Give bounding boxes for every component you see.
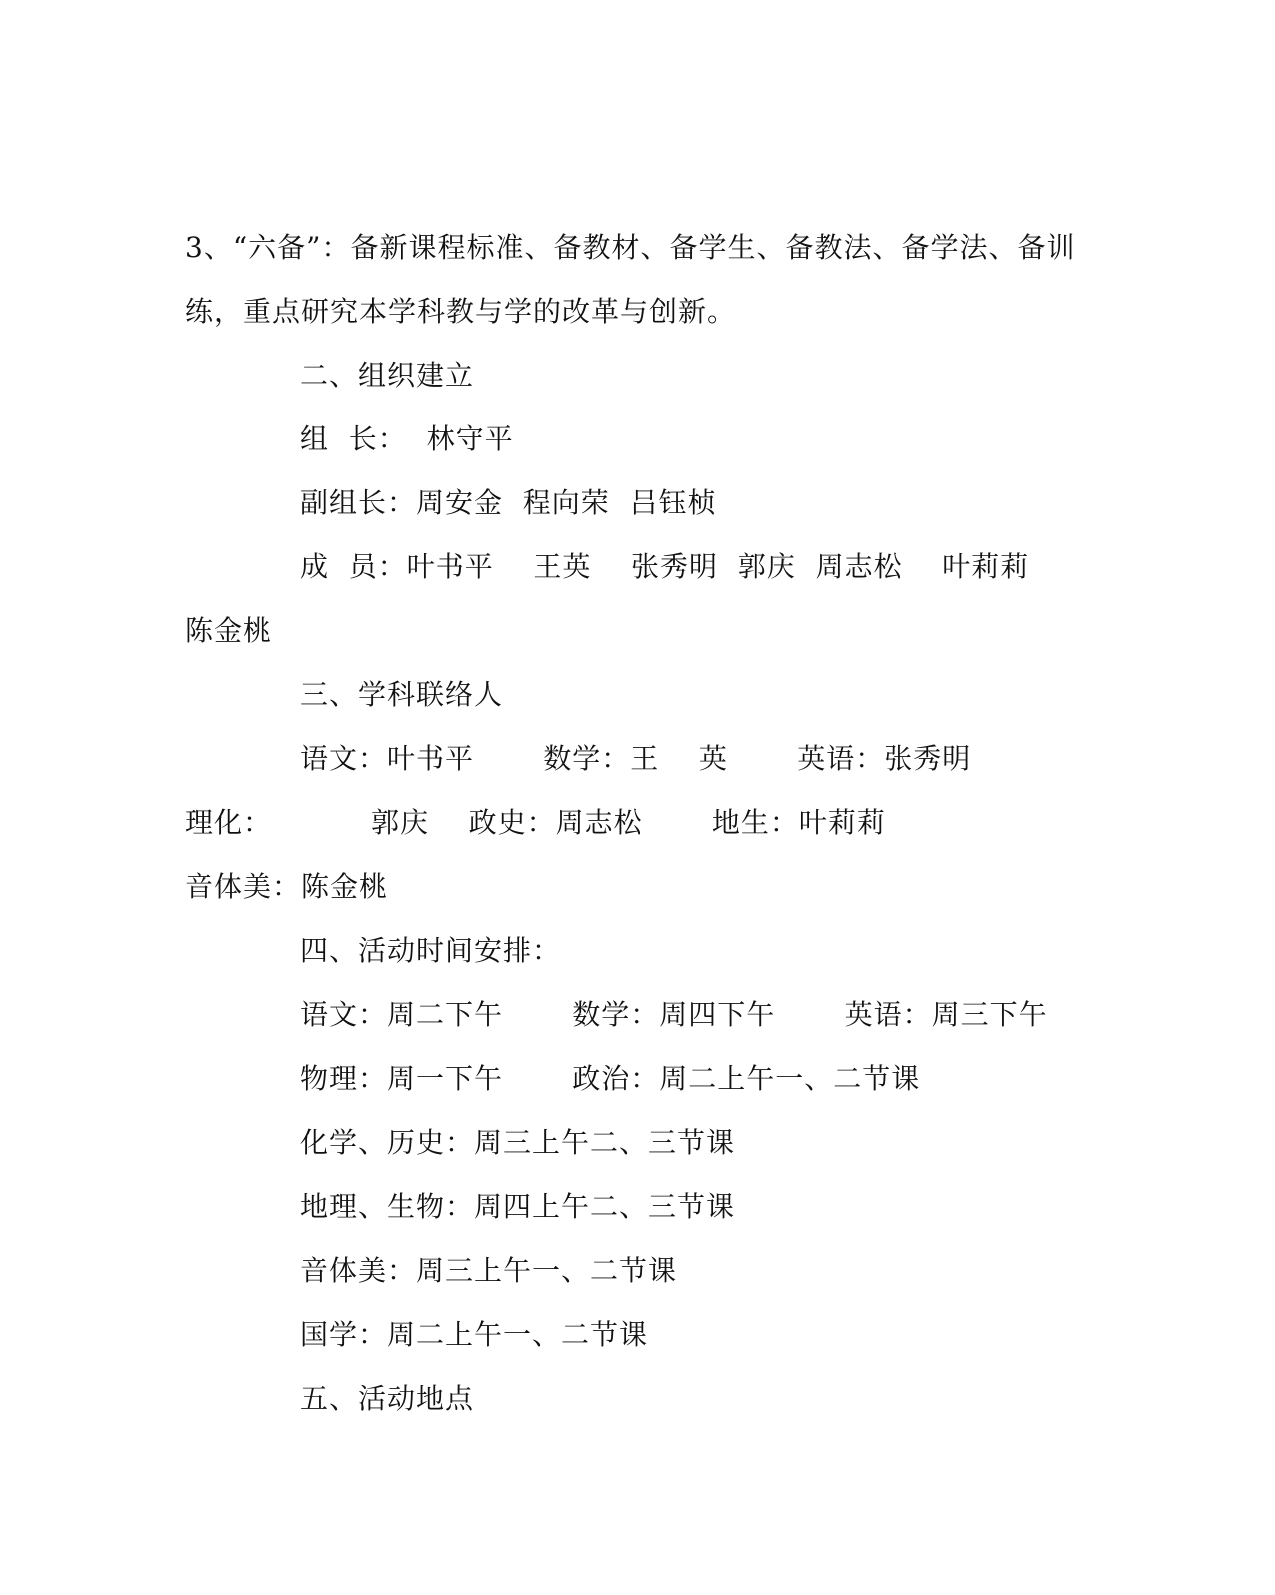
schedule-line-2: 物理：周一下午 政治：周二上午一、二节课: [300, 1062, 921, 1095]
section-heading-organization: 二、组织建立: [300, 359, 475, 392]
section-heading-liaison: 三、学科联络人: [300, 678, 504, 711]
group-leader-line: 组 长： 林守平: [300, 422, 514, 455]
schedule-line-6: 国学：周二上午一、二节课: [300, 1318, 649, 1351]
liaison-line-1: 语文：叶书平 数学：王 英 英语：张秀明: [300, 742, 972, 775]
liaison-line-3: 音体美：陈金桃: [185, 870, 389, 903]
members-line: 成 员：叶书平 王英 张秀明 郭庆 周志松 叶莉莉: [300, 550, 1030, 583]
principle-six-prep-line-1: 3、“六备”：备新课程标准、备教材、备学生、备教法、备学法、备训: [185, 231, 1076, 264]
schedule-line-3: 化学、历史：周三上午二、三节课: [300, 1126, 736, 1159]
schedule-line-1: 语文：周二下午 数学：周四下午 英语：周三下午: [300, 998, 1048, 1031]
schedule-line-4: 地理、生物：周四上午二、三节课: [300, 1190, 736, 1223]
schedule-line-5: 音体美：周三上午一、二节课: [300, 1254, 678, 1287]
section-heading-schedule: 四、活动时间安排：: [300, 934, 562, 967]
liaison-line-2: 理化： 郭庆 政史：周志松 地生：叶莉莉: [185, 806, 886, 839]
deputy-leader-line: 副组长：周安金 程向荣 吕钰桢: [300, 486, 717, 519]
section-heading-location: 五、活动地点: [300, 1382, 475, 1415]
principle-six-prep-line-2: 练，重点研究本学科教与学的改革与创新。: [185, 295, 737, 328]
members-line-continued: 陈金桃: [185, 614, 273, 647]
